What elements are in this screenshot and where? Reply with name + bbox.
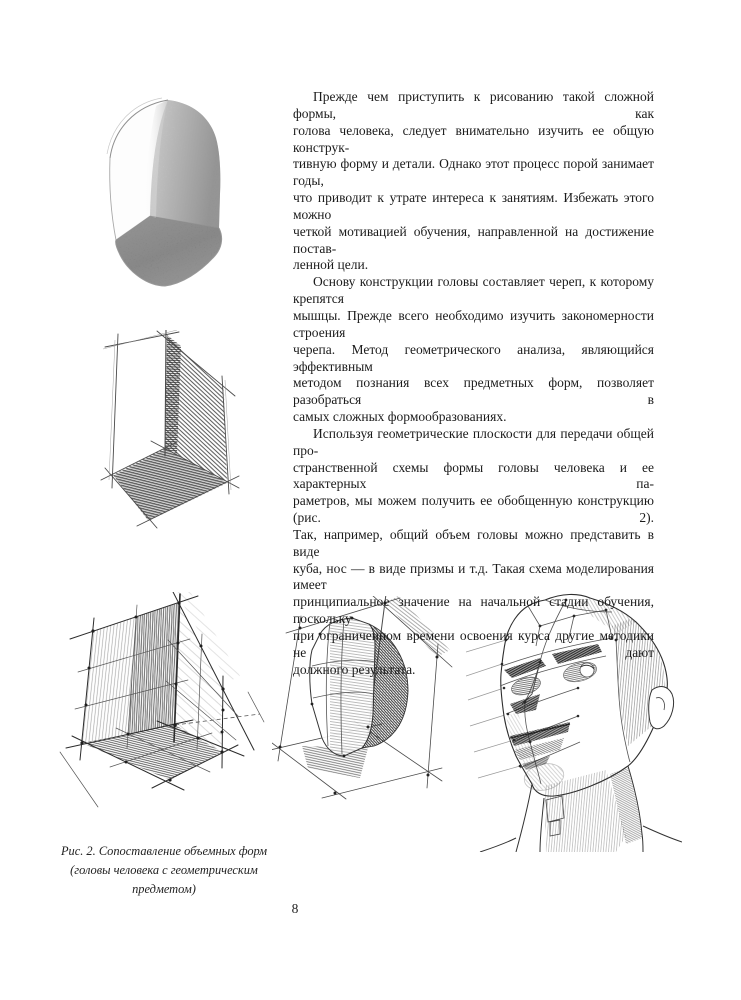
- figure-caption: [56, 842, 272, 899]
- text-line: Так, например, общий объем головы можно представить в виде: [293, 526, 654, 559]
- figure-prism-sketch: [93, 330, 241, 535]
- text-line: мышцы. Прежде всего необходимо изучить закономерности строения: [293, 307, 654, 340]
- text-line: ленной цели.: [293, 257, 369, 273]
- figure-construction-cube-sketch: [58, 592, 268, 824]
- text-line: четкой мотивацией обучения, направленной на достижение постав-: [293, 223, 654, 256]
- body-text: [293, 89, 654, 679]
- text-line: Прежде чем приступить к рисованию такой сложной формы, как: [293, 89, 654, 121]
- prism-drawing: [93, 330, 241, 535]
- construction-cube-drawing: [58, 592, 268, 824]
- text-line: раметров, мы можем получить ее обобщенную конструкцию (рис. 2).: [293, 493, 654, 526]
- text-line: что приводит к утрате интереса к занятиям. Избежать этого можно: [293, 190, 654, 222]
- text-line: куба, нос — в виде призмы и т.д. Такая схема моделирования имеет: [293, 560, 654, 593]
- caption-line: Рис. 2. Сопоставление объемных форм: [60, 844, 268, 858]
- text-line: черепа. Метод геометрического анализа, являющийся эффективным: [293, 341, 654, 374]
- caption-line: (головы человека с геометрическим: [70, 863, 258, 877]
- text-line: должного результата.: [293, 661, 416, 677]
- text-line: методом познания всех предметных форм, позволяет разобраться в: [293, 375, 654, 408]
- text-line: Используя геометрические плоскости для передачи общей про-: [293, 425, 654, 458]
- text-line: принципиальное значение на начальной стадии обучения, поскольку: [293, 594, 654, 627]
- text-line: странственной схемы формы головы человека и ее характерных па-: [293, 459, 654, 492]
- text-line: голова человека, следует внимательно изучить ее общую конструк-: [293, 122, 654, 155]
- text-line: при ограниченном времени освоения курса другие методики не дают: [293, 628, 654, 660]
- text-line: тивную форму и детали. Однако этот процесс порой занимает годы,: [293, 156, 654, 189]
- figure-rounded-block-sketch: [98, 94, 232, 292]
- caption-line: предметом): [132, 882, 196, 896]
- rounded-block-drawing: [98, 94, 232, 292]
- text-line: самых сложных формообразованиях.: [293, 409, 507, 425]
- page-number: 8: [291, 901, 299, 916]
- text-line: Основу конструкции головы составляет череп, к которому крепятся: [293, 274, 654, 307]
